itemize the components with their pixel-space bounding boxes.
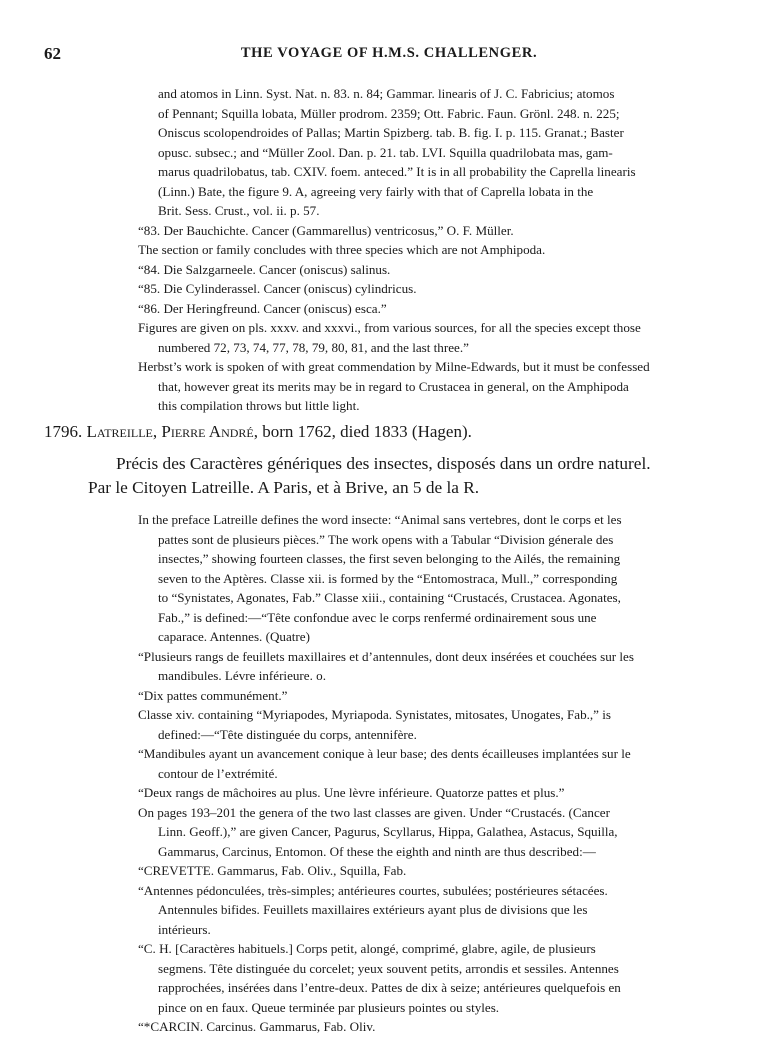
continuation-paragraph	[138, 84, 734, 221]
deux-rangs-line: “Deux rangs de mâchoires au plus. Une lèvre inférieure. Quatorze pattes et plus.”	[138, 785, 565, 800]
classe-xiv-paragraph	[138, 705, 734, 744]
text-line: Fab.,” is defined:—“Tête confondue avec le corps renfermé ordinairement sous une	[158, 609, 597, 625]
text-line: contour de l’extrémité.	[158, 765, 278, 781]
text-line: seven to the Aptères. Classe xii. is formed by the “Entomostraca, Mull.,” corresponding	[158, 570, 618, 586]
text-line: to “Synistates, Agonates, Fab.” Classe xiii., containing “Crustacés, Crustacea. Agonates,	[158, 590, 621, 605]
text-line: opusc. subsec.; and “Müller Zool. Dan. p. 21. tab. LVI. Squilla quadrilobata mas, gam-	[158, 144, 613, 160]
text-line: insectes,” showing fourteen classes, the first seven belonging to the Ailés, the remaining	[158, 551, 621, 566]
text-line: numbered 72, 73, 74, 77, 78, 79, 80, 81, and the last three.”	[158, 339, 469, 355]
antennes-paragraph	[138, 881, 734, 940]
text-line: In the preface Latreille defines the word insecte: “Animal sans vertebres, dont le corps et les	[138, 512, 622, 527]
mandibules-paragraph	[138, 744, 734, 783]
figures-paragraph	[138, 318, 734, 357]
entry-author: Latreille, Pierre André,	[86, 422, 258, 441]
work-title-line: Par le Citoyen Latreille. A Paris, et à Brive, an 5 de la R.	[88, 478, 480, 497]
running-title: THE VOYAGE OF H.M.S. CHALLENGER.	[240, 45, 538, 61]
plusieurs-paragraph	[138, 647, 734, 686]
text-line: marus quadrilobatus, tab. CXIV. foem. anteced.” It is in all probability the Caprella linearis	[158, 164, 636, 179]
text-line: defined:—“Tête distinguée du corps, antennifère.	[158, 726, 417, 742]
species-86: “86. Der Heringfreund. Cancer (oniscus) esca.”	[138, 300, 387, 316]
text-line: Oniscus scolopendroides of Pallas; Martin Spizberg. tab. B. fig. I. p. 115. Granat.; Baster	[158, 125, 624, 140]
text-line: mandibules. Lévre inférieure. o.	[158, 668, 326, 683]
text-line: Gammarus, Carcinus, Entomon. Of these the eighth and ninth are thus described:—	[158, 843, 596, 859]
entry-body	[138, 510, 734, 1037]
text-line: Figures are given on pls. xxxv. and xxxvi., from various sources, for all the species except those	[138, 320, 641, 335]
text-line: Antennules bifides. Feuillets maxillaires extérieurs ayant plus de divisions que les	[158, 902, 588, 917]
text-line: and atomos in Linn. Syst. Nat. n. 83. n. 84; Gammar. linearis of J. C. Fabricius; atomos	[158, 86, 615, 101]
pages-paragraph	[138, 803, 734, 862]
crevette-line: “CREVETTE. Gammarus, Fab. Oliv., Squilla, Fab.	[138, 863, 407, 878]
text-line: rapprochées, insérées dans l’entre-deux. Pattes de dix à seize; antérieures quelquefois en	[158, 980, 621, 995]
text-line: intérieurs.	[158, 921, 211, 937]
text-line: Classe xiv. containing “Myriapodes, Myriapoda. Synistates, mitosates, Unogates, Fab.,” is	[138, 707, 611, 722]
text-line: “Plusieurs rangs de feuillets maxillaires et d’antennules, dont deux insérées et couchées sur les	[138, 648, 634, 664]
section-note: The section or family concludes with three species which are not Amphipoda.	[138, 242, 546, 257]
ch-paragraph	[138, 939, 734, 1017]
text-line: “Mandibules ayant un avancement conique à leur base; des dents écailleuses implantées sur le	[138, 746, 631, 761]
text-line: Brit. Sess. Crust., vol. ii. p. 57.	[158, 203, 320, 218]
text-line: pince on en faux. Queue terminée par plusieurs pointes ou styles.	[158, 999, 500, 1015]
dix-pattes-line: “Dix pattes communément.”	[138, 687, 288, 703]
species-84: “84. Die Salzgarneele. Cancer (oniscus) salinus.	[138, 261, 391, 277]
entry-dates: born 1762, died 1833 (Hagen).	[262, 422, 472, 441]
text-line: On pages 193–201 the genera of the two last classes are given. Under “Crustacés. (Cancer	[138, 804, 610, 820]
page-header	[44, 44, 734, 66]
text-line: that, however great its merits may be in regard to Crustacea in general, on the Amphipoda	[158, 378, 629, 394]
text-line: “C. H. [Caractères habituels.] Corps petit, alongé, comprimé, glabre, agile, de plusieurs	[138, 941, 596, 956]
work-title	[88, 452, 738, 500]
preface-paragraph	[138, 510, 734, 647]
species-85: “85. Die Cylinderassel. Cancer (oniscus) cylindricus.	[138, 281, 417, 296]
continuation-section	[138, 84, 734, 416]
text-line: (Linn.) Bate, the figure 9. A, agreeing very fairly with that of Caprella lobata in the	[158, 183, 594, 199]
text-line: Herbst’s work is spoken of with great commendation by Milne-Edwards, but it must be confessed	[138, 359, 650, 374]
carcin-line: “*CARCIN. Carcinus. Gammarus, Fab. Oliv.	[138, 1019, 376, 1034]
text-line: “Antennes pédonculées, très-simples; antérieures courtes, subulées; postérieures sétacées.	[138, 882, 608, 898]
text-line: pattes sont de plusieurs pièces.” The work opens with a Tabular “Division génerale des	[158, 531, 614, 547]
page-number: 62	[44, 44, 61, 63]
entry-year: 1796.	[44, 422, 83, 441]
text-line: this compilation throws but little light.	[158, 398, 360, 413]
text-line: caparace. Antennes. (Quatre)	[158, 629, 310, 644]
work-title-line: Précis des Caractères génériques des insectes, disposés dans un ordre naturel.	[116, 454, 651, 473]
species-83: “83. Der Bauchichte. Cancer (Gammarellus) ventricosus,” O. F. Müller.	[138, 222, 514, 238]
text-line: of Pennant; Squilla lobata, Müller prodrom. 2359; Ott. Fabric. Faun. Grönl. 248. n. 225;	[158, 105, 620, 121]
text-line: segmens. Tête distinguée du corcelet; yeux souvent petits, arrondis et sessiles. Antennes	[158, 960, 619, 976]
bibliography-entry-heading	[44, 422, 744, 442]
herbst-paragraph	[138, 357, 734, 416]
text-line: Linn. Geoff.),” are given Cancer, Pagurus, Scyllarus, Hippa, Galathea, Astacus, Squilla,	[158, 824, 618, 839]
